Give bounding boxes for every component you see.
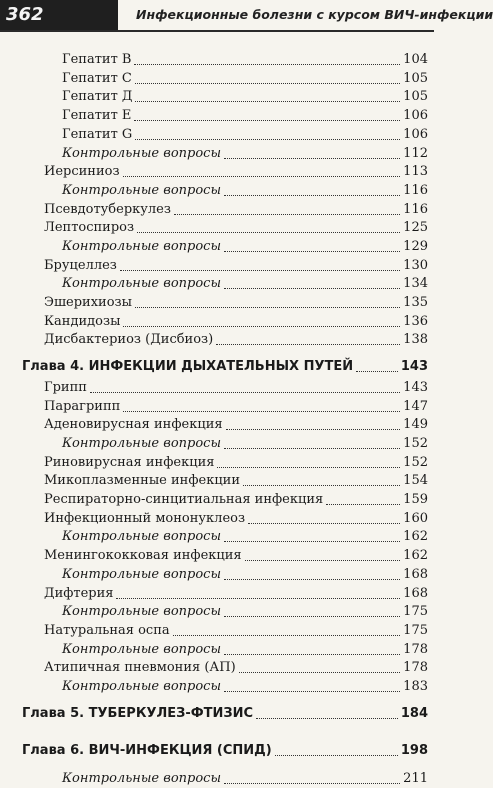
toc-entry-title: Микоплазменные инфекции	[44, 473, 241, 488]
toc-entry-title: Контрольные вопросы	[62, 436, 222, 451]
toc-entry-title: Кандидозы	[44, 314, 121, 329]
toc-page-number: 106	[403, 108, 428, 123]
toc-entry-title: Глава 4. ИНФЕКЦИИ ДЫХАТЕЛЬНЫХ ПУТЕЙ	[22, 359, 354, 374]
toc-questions-entry	[62, 274, 428, 293]
toc-entry-title: Респираторно-синцитиальная инфекция	[44, 492, 324, 507]
toc-page-number: 105	[403, 89, 428, 104]
toc-entry-title: Гепатит Е	[62, 108, 132, 123]
toc-entry	[44, 453, 428, 472]
toc-page-number: 136	[403, 314, 428, 329]
toc-entry-title: Дисбактериоз (Дисбиоз)	[44, 332, 214, 347]
running-title: Инфекционные болезни с курсом ВИЧ-инфекции	[136, 7, 493, 22]
toc-entry	[44, 200, 428, 219]
toc-entry-title: Лептоспироз	[44, 220, 135, 235]
dot-leader	[248, 522, 400, 524]
toc-page-number: 147	[403, 399, 428, 414]
toc-entry-title: Менингококковая инфекция	[44, 548, 242, 563]
toc-page-number: 143	[400, 359, 428, 374]
toc-entry-title: Контрольные вопросы	[62, 567, 222, 582]
toc-entry-title: Контрольные вопросы	[62, 679, 222, 694]
toc-questions-entry	[62, 527, 428, 546]
toc-page-number: 184	[400, 706, 428, 721]
toc-page-number: 159	[403, 492, 428, 507]
dot-leader	[224, 653, 400, 655]
dot-leader	[224, 157, 400, 159]
toc-questions-entry	[62, 237, 428, 256]
dot-leader	[217, 466, 400, 468]
toc-chapter	[22, 357, 428, 376]
dot-leader	[226, 428, 401, 430]
toc-questions-entry	[62, 602, 428, 621]
toc-page-number: 162	[403, 529, 428, 544]
dot-leader	[90, 391, 400, 393]
toc-entry-title: Контрольные вопросы	[62, 529, 222, 544]
toc-entry-title: Грипп	[44, 380, 87, 395]
toc-page-number: 116	[403, 202, 428, 217]
toc-entry	[44, 378, 428, 397]
dot-leader	[224, 250, 400, 252]
toc-chapter	[22, 741, 428, 760]
dot-leader	[134, 119, 400, 121]
dot-leader	[239, 671, 401, 673]
toc-page-number: 160	[403, 511, 428, 526]
dot-leader	[135, 100, 400, 102]
toc-entry-title: Контрольные вопросы	[62, 771, 222, 786]
toc-entry-title: Гепатит Д	[62, 89, 133, 104]
toc-entry-title: Инфекционный мононуклеоз	[44, 511, 246, 526]
toc-entry	[44, 509, 428, 528]
toc-entry-title: Контрольные вопросы	[62, 642, 222, 657]
toc-page-number: 162	[403, 548, 428, 563]
toc-page-number: 168	[403, 567, 428, 582]
dot-leader	[173, 634, 401, 636]
toc-entry	[44, 658, 428, 677]
dot-leader	[256, 717, 398, 719]
dot-leader	[243, 484, 400, 486]
dot-leader	[116, 597, 400, 599]
toc-page-number: 211	[403, 771, 428, 786]
dot-leader	[326, 503, 400, 505]
toc-entry	[62, 69, 428, 88]
toc-entry	[44, 471, 428, 490]
toc-entry	[44, 546, 428, 565]
toc-questions-entry	[62, 565, 428, 584]
toc-page-number: 168	[403, 586, 428, 601]
toc-entry-title: Натуральная оспа	[44, 623, 170, 638]
dot-leader	[135, 138, 400, 140]
dot-leader	[224, 194, 400, 196]
toc-entry	[44, 293, 428, 312]
toc-questions-entry	[62, 769, 428, 788]
dot-leader	[224, 782, 400, 784]
dot-leader	[224, 615, 400, 617]
toc-page-number: 149	[403, 417, 428, 432]
toc-entry	[44, 415, 428, 434]
toc-entry	[44, 397, 428, 416]
dot-leader	[216, 343, 400, 345]
toc-entry	[44, 162, 428, 181]
toc-entry-title: Гепатит G	[62, 127, 133, 142]
toc-entry	[44, 584, 428, 603]
toc-page-number: 116	[403, 183, 428, 198]
toc-page-number: 175	[403, 604, 428, 619]
dot-leader	[275, 754, 398, 756]
toc-page-number: 143	[403, 380, 428, 395]
dot-leader	[123, 175, 401, 177]
toc-entry	[62, 125, 428, 144]
toc-page-number: 183	[403, 679, 428, 694]
toc-page-number: 178	[403, 660, 428, 675]
toc-page-number: 112	[403, 146, 428, 161]
toc-entry	[44, 490, 428, 509]
toc-entry	[44, 621, 428, 640]
toc-page-number: 125	[403, 220, 428, 235]
toc-chapter	[22, 704, 428, 723]
dot-leader	[224, 447, 400, 449]
toc-entry-title: Контрольные вопросы	[62, 146, 222, 161]
toc-page-number: 106	[403, 127, 428, 142]
toc-entry-title: Глава 6. ВИЧ-ИНФЕКЦИЯ (СПИД)	[22, 743, 272, 758]
toc-entry	[44, 218, 428, 237]
toc-questions-entry	[62, 640, 428, 659]
dot-leader	[135, 306, 400, 308]
toc-entry-title: Контрольные вопросы	[62, 604, 222, 619]
toc-questions-entry	[62, 181, 428, 200]
toc-page-number: 138	[403, 332, 428, 347]
dot-leader	[137, 231, 400, 233]
toc-entry	[44, 256, 428, 275]
toc-page-number: 198	[400, 743, 428, 758]
toc-entry-title: Бруцеллез	[44, 258, 117, 273]
dot-leader	[123, 325, 400, 327]
dot-leader	[224, 287, 400, 289]
toc-entry-title: Глава 5. ТУБЕРКУЛЕЗ-ФТИЗИС	[22, 706, 254, 721]
toc-page-number: 152	[403, 436, 428, 451]
toc-entry-title: Эшерихиозы	[44, 295, 132, 310]
dot-leader	[134, 63, 400, 65]
toc-page-number: 113	[403, 164, 428, 179]
dot-leader	[356, 370, 398, 372]
toc-page-number: 105	[403, 71, 428, 86]
dot-leader	[135, 82, 400, 84]
toc-page-number: 178	[403, 642, 428, 657]
dot-leader	[224, 540, 400, 542]
toc-page-number: 152	[403, 455, 428, 470]
page-header	[0, 0, 493, 32]
dot-leader	[245, 559, 401, 561]
toc-page-number: 130	[403, 258, 428, 273]
toc-entry	[62, 50, 428, 69]
toc-entry-title: Риновирусная инфекция	[44, 455, 215, 470]
toc-entry	[62, 106, 428, 125]
toc-page-number: 129	[403, 239, 428, 254]
page-number: 362	[0, 0, 118, 30]
toc-page-number: 154	[403, 473, 428, 488]
toc-entry-title: Контрольные вопросы	[62, 239, 222, 254]
toc-entry-title: Контрольные вопросы	[62, 183, 222, 198]
dot-leader	[120, 269, 400, 271]
toc-page-number: 104	[403, 52, 428, 67]
toc-questions-entry	[62, 677, 428, 696]
dot-leader	[224, 690, 400, 692]
toc-entry	[44, 330, 428, 349]
toc-entry-title: Атипичная пневмония (АП)	[44, 660, 236, 675]
toc-page-number: 134	[403, 276, 428, 291]
toc-entry-title: Аденовирусная инфекция	[44, 417, 223, 432]
toc-entry-title: Иерсиниоз	[44, 164, 120, 179]
dot-leader	[224, 578, 400, 580]
toc-entry	[62, 87, 428, 106]
toc-entry-title: Псевдотуберкулез	[44, 202, 171, 217]
dot-leader	[174, 213, 400, 215]
toc-page-number: 175	[403, 623, 428, 638]
toc-page-number: 135	[403, 295, 428, 310]
toc-questions-entry	[62, 434, 428, 453]
toc-entry	[44, 312, 428, 331]
toc-entry-title: Дифтерия	[44, 586, 114, 601]
toc-entry-title: Гепатит С	[62, 71, 132, 86]
dot-leader	[123, 410, 400, 412]
toc-entry-title: Гепатит В	[62, 52, 132, 67]
toc-questions-entry	[62, 144, 428, 163]
toc-entry-title: Парагрипп	[44, 399, 121, 414]
toc-entry-title: Контрольные вопросы	[62, 276, 222, 291]
